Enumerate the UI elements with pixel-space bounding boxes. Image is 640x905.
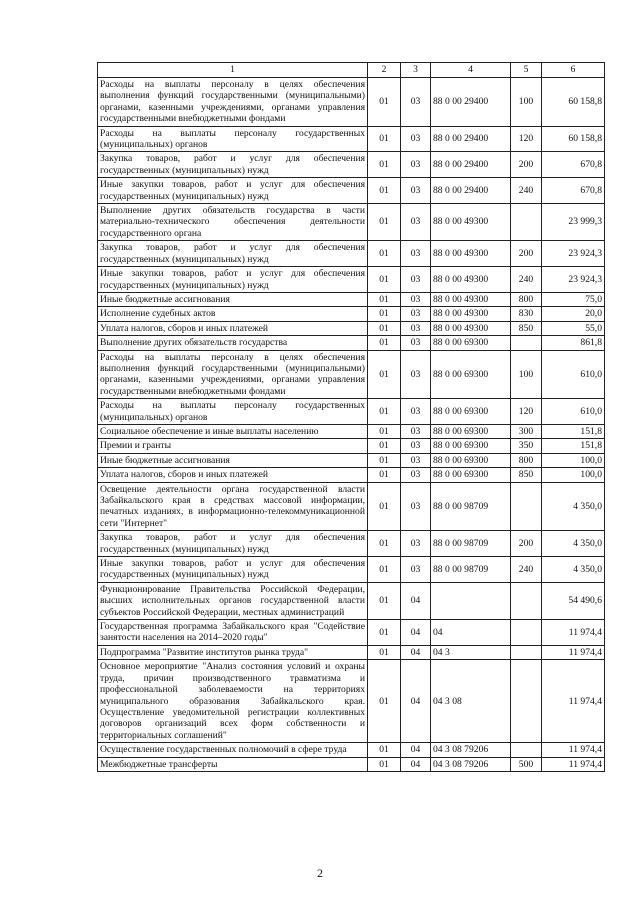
cell-name: Основное мероприятие "Анализ состояния условий и охраны труда, причин производственного травматизма и профессиональной заболеваемости на территориях муниципального образования Забайкальского края. Осуществление уведомительной регистрации коллективных договоров организаций всех форм собственности и территориальных соглашений" bbox=[98, 660, 368, 743]
cell-target-article: 88 0 00 29400 bbox=[431, 126, 511, 152]
table-row bbox=[98, 660, 605, 743]
table-row bbox=[98, 743, 605, 757]
table-row bbox=[98, 126, 605, 152]
cell-subsection: 03 bbox=[401, 336, 431, 350]
cell-section: 01 bbox=[368, 178, 401, 204]
cell-name: Межбюджетные трансферты bbox=[98, 757, 368, 771]
cell-expense-type: 830 bbox=[511, 307, 542, 321]
cell-target-article: 88 0 00 98709 bbox=[431, 531, 511, 557]
cell-name: Функционирование Правительства Российской Федерации, высших исполнительных органов государственной власти субъектов Российской Федерации, местных администраций bbox=[98, 582, 368, 619]
cell-amount: 11 974,4 bbox=[542, 743, 605, 757]
cell-name: Расходы на выплаты персоналу государственных (муниципальных) органов bbox=[98, 399, 368, 425]
header-col-1: 1 bbox=[98, 63, 368, 78]
cell-expense-type: 300 bbox=[511, 424, 542, 438]
cell-amount: 100,0 bbox=[542, 453, 605, 467]
table-row bbox=[98, 557, 605, 583]
cell-amount: 670,8 bbox=[542, 178, 605, 204]
cell-amount: 861,8 bbox=[542, 336, 605, 350]
cell-section: 01 bbox=[368, 620, 401, 646]
cell-name: Расходы на выплаты персоналу в целях обеспечения выполнения функций государственными (муниципальными) органами, казенными учреждениями, органами управления государственными внебюджетными фондами bbox=[98, 350, 368, 399]
cell-expense-type: 850 bbox=[511, 321, 542, 335]
cell-amount: 23 999,3 bbox=[542, 204, 605, 241]
cell-subsection: 03 bbox=[401, 152, 431, 178]
cell-expense-type bbox=[511, 482, 542, 531]
table-row bbox=[98, 531, 605, 557]
cell-expense-type: 800 bbox=[511, 292, 542, 306]
cell-section: 01 bbox=[368, 582, 401, 619]
cell-name: Государственная программа Забайкальского края "Содействие занятости населения на 2014–2020 годы" bbox=[98, 620, 368, 646]
cell-name: Иные закупки товаров, работ и услуг для обеспечения государственных (муниципальных) нужд bbox=[98, 267, 368, 293]
cell-section: 01 bbox=[368, 660, 401, 743]
cell-expense-type: 500 bbox=[511, 757, 542, 771]
cell-amount: 610,0 bbox=[542, 350, 605, 399]
cell-subsection: 04 bbox=[401, 645, 431, 659]
cell-name: Освещение деятельности органа государственной власти Забайкальского края в средствах массовой информации, печатных изданиях, в информационно-телекоммуникационной сети "Интернет" bbox=[98, 482, 368, 531]
cell-target-article: 88 0 00 69300 bbox=[431, 336, 511, 350]
cell-amount: 4 350,0 bbox=[542, 482, 605, 531]
cell-section: 01 bbox=[368, 399, 401, 425]
cell-amount: 23 924,3 bbox=[542, 267, 605, 293]
table-body bbox=[98, 78, 605, 772]
table-row bbox=[98, 307, 605, 321]
table-row bbox=[98, 453, 605, 467]
cell-subsection: 03 bbox=[401, 531, 431, 557]
cell-name: Иные бюджетные ассигнования bbox=[98, 453, 368, 467]
table-row bbox=[98, 582, 605, 619]
cell-name: Исполнение судебных актов bbox=[98, 307, 368, 321]
cell-expense-type: 850 bbox=[511, 468, 542, 482]
cell-section: 01 bbox=[368, 350, 401, 399]
cell-subsection: 04 bbox=[401, 582, 431, 619]
cell-subsection: 03 bbox=[401, 267, 431, 293]
cell-target-article: 88 0 00 98709 bbox=[431, 482, 511, 531]
cell-target-article bbox=[431, 582, 511, 619]
cell-amount: 4 350,0 bbox=[542, 531, 605, 557]
cell-amount: 151,8 bbox=[542, 439, 605, 453]
cell-amount: 670,8 bbox=[542, 152, 605, 178]
cell-expense-type: 100 bbox=[511, 350, 542, 399]
table-row bbox=[98, 267, 605, 293]
table-row bbox=[98, 78, 605, 127]
cell-target-article: 88 0 00 49300 bbox=[431, 321, 511, 335]
cell-target-article: 88 0 00 49300 bbox=[431, 267, 511, 293]
table-row bbox=[98, 336, 605, 350]
cell-expense-type bbox=[511, 582, 542, 619]
cell-subsection: 03 bbox=[401, 468, 431, 482]
table-row bbox=[98, 241, 605, 267]
table-row bbox=[98, 482, 605, 531]
cell-section: 01 bbox=[368, 307, 401, 321]
cell-amount: 11 974,4 bbox=[542, 645, 605, 659]
cell-amount: 11 974,4 bbox=[542, 757, 605, 771]
table-row bbox=[98, 292, 605, 306]
table-row bbox=[98, 178, 605, 204]
table-row bbox=[98, 620, 605, 646]
cell-amount: 11 974,4 bbox=[542, 660, 605, 743]
cell-section: 01 bbox=[368, 204, 401, 241]
cell-subsection: 04 bbox=[401, 660, 431, 743]
cell-section: 01 bbox=[368, 336, 401, 350]
cell-section: 01 bbox=[368, 126, 401, 152]
cell-target-article: 04 bbox=[431, 620, 511, 646]
header-col-3: 3 bbox=[401, 63, 431, 78]
cell-section: 01 bbox=[368, 321, 401, 335]
cell-section: 01 bbox=[368, 743, 401, 757]
cell-section: 01 bbox=[368, 453, 401, 467]
cell-subsection: 04 bbox=[401, 757, 431, 771]
cell-subsection: 03 bbox=[401, 78, 431, 127]
table-row bbox=[98, 204, 605, 241]
cell-section: 01 bbox=[368, 439, 401, 453]
cell-subsection: 03 bbox=[401, 126, 431, 152]
cell-amount: 20,0 bbox=[542, 307, 605, 321]
cell-section: 01 bbox=[368, 531, 401, 557]
cell-target-article: 04 3 08 79206 bbox=[431, 757, 511, 771]
cell-amount: 23 924,3 bbox=[542, 241, 605, 267]
cell-expense-type bbox=[511, 743, 542, 757]
cell-subsection: 03 bbox=[401, 292, 431, 306]
cell-name: Закупка товаров, работ и услуг для обеспечения государственных (муниципальных) нужд bbox=[98, 241, 368, 267]
cell-expense-type: 120 bbox=[511, 399, 542, 425]
cell-target-article: 04 3 08 79206 bbox=[431, 743, 511, 757]
cell-target-article: 88 0 00 69300 bbox=[431, 468, 511, 482]
cell-expense-type bbox=[511, 204, 542, 241]
cell-section: 01 bbox=[368, 424, 401, 438]
cell-name: Премии и гранты bbox=[98, 439, 368, 453]
cell-subsection: 03 bbox=[401, 178, 431, 204]
cell-target-article: 88 0 00 69300 bbox=[431, 350, 511, 399]
cell-amount: 610,0 bbox=[542, 399, 605, 425]
cell-target-article: 88 0 00 29400 bbox=[431, 152, 511, 178]
cell-subsection: 03 bbox=[401, 399, 431, 425]
page-number: 2 bbox=[317, 866, 323, 880]
cell-target-article: 04 3 08 bbox=[431, 660, 511, 743]
cell-name: Выполнение других обязательств государства bbox=[98, 336, 368, 350]
header-col-4: 4 bbox=[431, 63, 511, 78]
cell-expense-type: 240 bbox=[511, 178, 542, 204]
cell-amount: 54 490,6 bbox=[542, 582, 605, 619]
cell-subsection: 03 bbox=[401, 453, 431, 467]
cell-amount: 4 350,0 bbox=[542, 557, 605, 583]
cell-subsection: 04 bbox=[401, 620, 431, 646]
cell-section: 01 bbox=[368, 78, 401, 127]
cell-amount: 60 158,8 bbox=[542, 126, 605, 152]
table-row bbox=[98, 350, 605, 399]
cell-amount: 100,0 bbox=[542, 468, 605, 482]
cell-expense-type bbox=[511, 336, 542, 350]
cell-section: 01 bbox=[368, 557, 401, 583]
cell-expense-type: 120 bbox=[511, 126, 542, 152]
cell-section: 01 bbox=[368, 645, 401, 659]
table-row bbox=[98, 757, 605, 771]
cell-expense-type: 200 bbox=[511, 152, 542, 178]
cell-expense-type bbox=[511, 645, 542, 659]
table-row bbox=[98, 321, 605, 335]
header-col-5: 5 bbox=[511, 63, 542, 78]
cell-name: Иные закупки товаров, работ и услуг для обеспечения государственных (муниципальных) нужд bbox=[98, 178, 368, 204]
cell-subsection: 04 bbox=[401, 743, 431, 757]
cell-section: 01 bbox=[368, 152, 401, 178]
table-row bbox=[98, 152, 605, 178]
header-col-2: 2 bbox=[368, 63, 401, 78]
cell-subsection: 03 bbox=[401, 439, 431, 453]
cell-expense-type: 350 bbox=[511, 439, 542, 453]
cell-target-article: 88 0 00 29400 bbox=[431, 178, 511, 204]
cell-amount: 55,0 bbox=[542, 321, 605, 335]
table-row bbox=[98, 439, 605, 453]
cell-subsection: 03 bbox=[401, 241, 431, 267]
cell-target-article: 88 0 00 49300 bbox=[431, 241, 511, 267]
cell-amount: 151,8 bbox=[542, 424, 605, 438]
cell-target-article: 88 0 00 49300 bbox=[431, 292, 511, 306]
cell-target-article: 04 3 bbox=[431, 645, 511, 659]
cell-name: Закупка товаров, работ и услуг для обеспечения государственных (муниципальных) нужд bbox=[98, 152, 368, 178]
cell-section: 01 bbox=[368, 468, 401, 482]
cell-expense-type bbox=[511, 660, 542, 743]
cell-name: Иные закупки товаров, работ и услуг для обеспечения государственных (муниципальных) нужд bbox=[98, 557, 368, 583]
header-row bbox=[98, 63, 605, 78]
cell-expense-type: 800 bbox=[511, 453, 542, 467]
cell-name: Уплата налогов, сборов и иных платежей bbox=[98, 321, 368, 335]
table-row bbox=[98, 645, 605, 659]
cell-name: Иные бюджетные ассигнования bbox=[98, 292, 368, 306]
cell-subsection: 03 bbox=[401, 482, 431, 531]
cell-expense-type bbox=[511, 620, 542, 646]
cell-target-article: 88 0 00 49300 bbox=[431, 307, 511, 321]
cell-target-article: 88 0 00 49300 bbox=[431, 204, 511, 241]
header-col-6: 6 bbox=[542, 63, 605, 78]
cell-amount: 11 974,4 bbox=[542, 620, 605, 646]
cell-name: Расходы на выплаты персоналу государственных (муниципальных) органов bbox=[98, 126, 368, 152]
cell-subsection: 03 bbox=[401, 557, 431, 583]
cell-subsection: 03 bbox=[401, 307, 431, 321]
cell-expense-type: 200 bbox=[511, 241, 542, 267]
cell-name: Расходы на выплаты персоналу в целях обеспечения выполнения функций государственными (муниципальными) органами, казенными учреждениями, органами управления государственными внебюджетными фондами bbox=[98, 78, 368, 127]
cell-amount: 75,0 bbox=[542, 292, 605, 306]
table-row bbox=[98, 424, 605, 438]
cell-section: 01 bbox=[368, 267, 401, 293]
cell-target-article: 88 0 00 69300 bbox=[431, 453, 511, 467]
table-row bbox=[98, 399, 605, 425]
cell-target-article: 88 0 00 69300 bbox=[431, 399, 511, 425]
cell-subsection: 03 bbox=[401, 204, 431, 241]
cell-name: Выполнение других обязательств государства в части материально-технического обеспечения деятельности государственного органа bbox=[98, 204, 368, 241]
cell-name: Закупка товаров, работ и услуг для обеспечения государственных (муниципальных) нужд bbox=[98, 531, 368, 557]
cell-subsection: 03 bbox=[401, 350, 431, 399]
cell-target-article: 88 0 00 69300 bbox=[431, 424, 511, 438]
cell-name: Подпрограмма "Развитие институтов рынка труда" bbox=[98, 645, 368, 659]
cell-subsection: 03 bbox=[401, 321, 431, 335]
cell-name: Осуществление государственных полномочий в сфере труда bbox=[98, 743, 368, 757]
cell-name: Социальное обеспечение и иные выплаты населению bbox=[98, 424, 368, 438]
budget-table bbox=[97, 62, 605, 772]
cell-expense-type: 200 bbox=[511, 531, 542, 557]
cell-target-article: 88 0 00 29400 bbox=[431, 78, 511, 127]
cell-expense-type: 100 bbox=[511, 78, 542, 127]
cell-section: 01 bbox=[368, 482, 401, 531]
table-row bbox=[98, 468, 605, 482]
cell-section: 01 bbox=[368, 241, 401, 267]
cell-section: 01 bbox=[368, 757, 401, 771]
cell-subsection: 03 bbox=[401, 424, 431, 438]
cell-target-article: 88 0 00 69300 bbox=[431, 439, 511, 453]
cell-amount: 60 158,8 bbox=[542, 78, 605, 127]
cell-target-article: 88 0 00 98709 bbox=[431, 557, 511, 583]
cell-expense-type: 240 bbox=[511, 267, 542, 293]
cell-section: 01 bbox=[368, 292, 401, 306]
cell-expense-type: 240 bbox=[511, 557, 542, 583]
cell-name: Уплата налогов, сборов и иных платежей bbox=[98, 468, 368, 482]
